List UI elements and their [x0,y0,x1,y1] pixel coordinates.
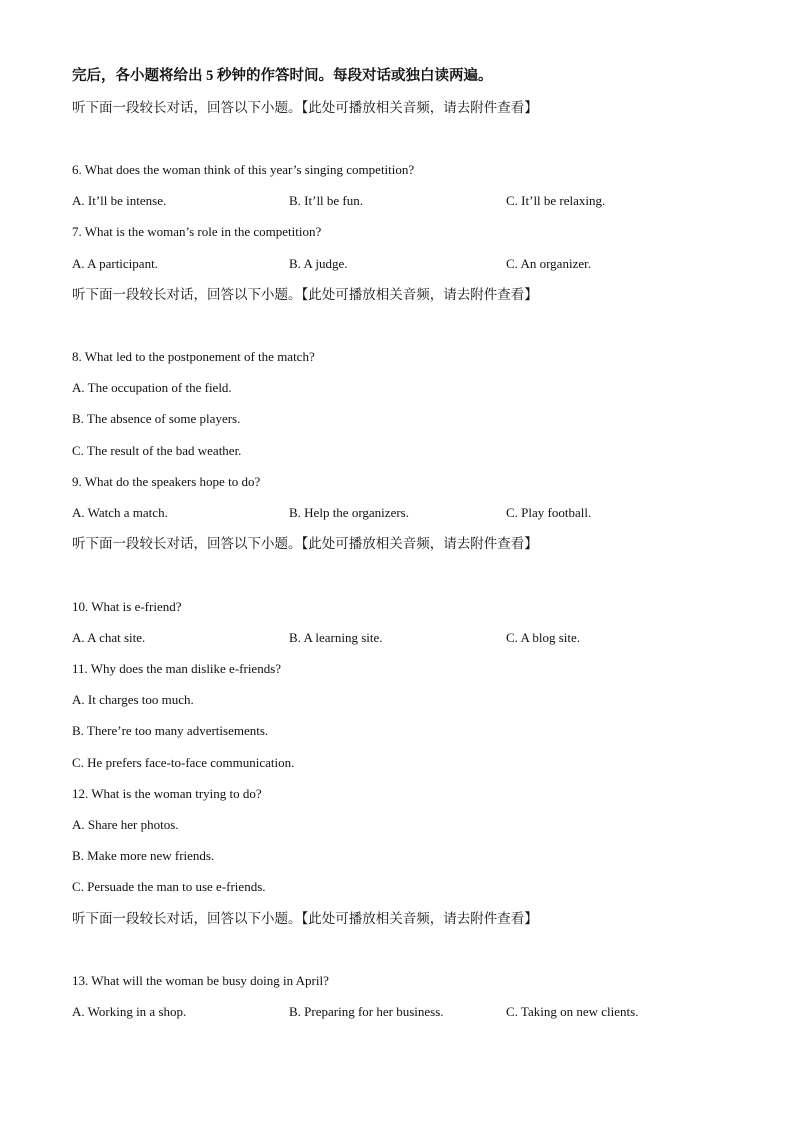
option-c: C. Taking on new clients. [506,1004,639,1019]
question-stem: 6. What does the woman think of this year’s singing competition? [72,162,415,177]
option-a: A. Working in a shop. [72,1004,187,1019]
question-stem: 12. What is the woman trying to do? [72,786,262,801]
audio-note: 听下面一段较长对话，回答以下小题。【此处可播放相关音频，请去附件查看】 [72,911,538,926]
option-b: B. It’ll be fun. [289,193,364,208]
option-c: C. An organizer. [506,256,591,271]
option-a: A. Watch a match. [72,505,168,520]
question-stem: 8. What led to the postponement of the match? [72,349,315,364]
option-c: C. A blog site. [506,630,581,645]
audio-note: 听下面一段较长对话，回答以下小题。【此处可播放相关音频，请去附件查看】 [72,100,538,115]
audio-note: 听下面一段较长对话，回答以下小题。【此处可播放相关音频，请去附件查看】 [72,536,538,551]
audio-note: 听下面一段较长对话，回答以下小题。【此处可播放相关音频，请去附件查看】 [72,287,538,302]
option-c: C. It’ll be relaxing. [506,193,606,208]
option-b: B. Help the organizers. [289,505,409,520]
option-a: A. It’ll be intense. [72,193,167,208]
option-b: B. A judge. [289,256,348,271]
question-stem: 11. Why does the man dislike e-friends? [72,661,282,676]
question-stem: 7. What is the woman’s role in the competition? [72,224,322,239]
option-a: A. It charges too much. [72,692,194,707]
option-b: B. Make more new friends. [72,848,215,863]
option-a: A. Share her photos. [72,817,179,832]
question-stem: 10. What is e-friend? [72,599,182,614]
option-c: C. Persuade the man to use e-friends. [72,879,266,894]
option-a: A. A chat site. [72,630,146,645]
option-c: C. The result of the bad weather. [72,443,242,458]
option-b: B. A learning site. [289,630,383,645]
option-c: C. Play football. [506,505,592,520]
option-b: B. There’re too many advertisements. [72,723,269,738]
option-b: B. The absence of some players. [72,411,241,426]
section-instruction: 完后，各小题将给出 5 秒钟的作答时间。每段对话或独白读两遍。 [72,68,493,84]
option-c: C. He prefers face-to-face communication. [72,755,295,770]
option-b: B. Preparing for her business. [289,1004,444,1019]
question-stem: 13. What will the woman be busy doing in April? [72,973,329,988]
question-stem: 9. What do the speakers hope to do? [72,474,261,489]
option-a: A. A participant. [72,256,158,271]
option-a: A. The occupation of the field. [72,380,232,395]
